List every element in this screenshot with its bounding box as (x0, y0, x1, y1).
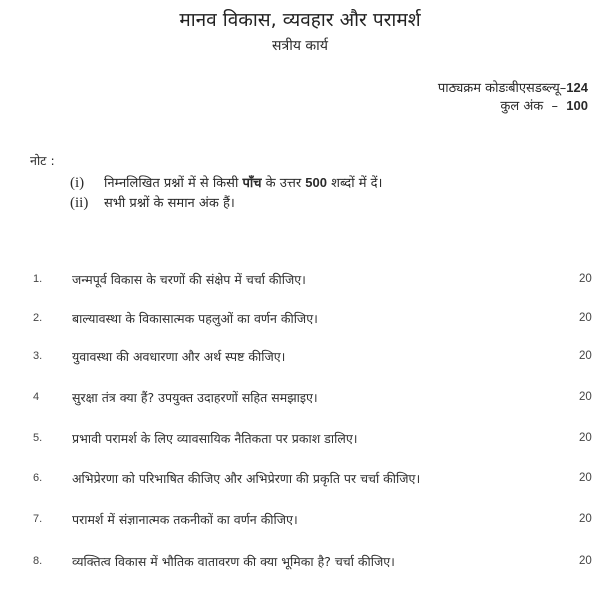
question-text: व्यक्तित्व विकास में भौतिक वातावरण की क्या भूमिका है? चर्चा कीजिए। (72, 554, 395, 569)
question-marks: 20 (579, 391, 592, 403)
note-item-1-text-after: शब्दों में दें। (327, 176, 383, 191)
note-label: नोट : (30, 153, 55, 168)
question-number: 5. (33, 432, 43, 444)
question-marks: 20 (579, 555, 592, 567)
total-marks (500, 96, 588, 114)
note-item-2-text: सभी प्रश्नों के समान अंक हैं। (104, 196, 235, 211)
question-number: 6. (33, 472, 43, 484)
total-marks-label: कुल अंक – (500, 99, 567, 114)
question-item (0, 348, 600, 368)
document-title: मानव विकास, व्यवहार और परामर्श (179, 9, 421, 31)
question-item (0, 553, 600, 573)
note-item-1 (70, 173, 382, 192)
question-number: 8. (33, 555, 43, 567)
question-text: सुरक्षा तंत्र क्या हैं? उपयुक्त उदाहरणों सहित समझाइए। (72, 390, 318, 405)
note-item-2-numeral: (ii) (70, 195, 89, 211)
question-item (0, 271, 600, 291)
question-item (0, 511, 600, 531)
note-item-1-bold-number: 500 (305, 175, 327, 190)
question-marks: 20 (579, 350, 592, 362)
question-marks: 20 (579, 312, 592, 324)
course-code-label: पाठ्यक्रम कोडःबीएसडब्ल्यू– (437, 81, 567, 96)
note-item-1-text-middle: के उत्तर (261, 176, 306, 191)
question-marks: 20 (579, 472, 592, 484)
question-item (0, 310, 600, 330)
question-text: जन्मपूर्व विकास के चरणों की संक्षेप में चर्चा कीजिए। (72, 272, 306, 287)
question-marks: 20 (579, 432, 592, 444)
question-text: परामर्श में संज्ञानात्मक तकनीकों का वर्णन कीजिए। (72, 512, 298, 527)
question-number: 1. (33, 273, 43, 285)
note-item-1-text-before: निम्नलिखित प्रश्नों में से किसी (104, 176, 243, 191)
question-number: 2. (33, 312, 43, 324)
question-number: 4 (33, 391, 40, 403)
question-item (0, 389, 600, 409)
course-code-value: 124 (566, 80, 588, 95)
question-number: 7. (33, 513, 43, 525)
course-code (438, 78, 588, 96)
note-item-1-numeral: (i) (70, 175, 85, 191)
question-marks: 20 (579, 513, 592, 525)
question-text: बाल्यावस्था के विकासात्मक पहलुओं का वर्णन कीजिए। (72, 311, 318, 326)
question-text: अभिप्रेरणा को परिभाषित कीजिए और अभिप्रेरणा की प्रकृति पर चर्चा कीजिए। (72, 471, 421, 486)
question-marks: 20 (579, 273, 592, 285)
question-text: युवावस्था की अवधारणा और अर्थ स्पष्ट कीजिए। (72, 349, 286, 364)
question-text: प्रभावी परामर्श के लिए व्यावसायिक नैतिकता पर प्रकाश डालिए। (72, 431, 358, 446)
question-item (0, 470, 600, 490)
note-item-2 (70, 193, 235, 212)
document-subtitle: सत्रीय कार्य (272, 38, 328, 54)
question-number: 3. (33, 350, 43, 362)
total-marks-value: 100 (566, 98, 588, 113)
question-item (0, 430, 600, 450)
note-item-1-bold-word: पाँच (242, 175, 262, 190)
